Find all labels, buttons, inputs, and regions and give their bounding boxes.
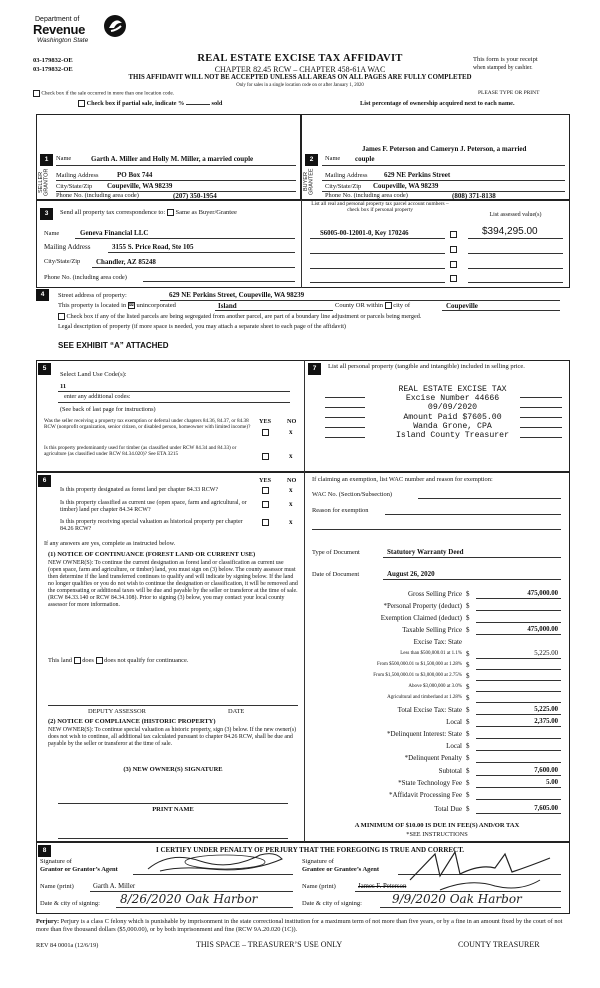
located-line [58, 302, 176, 309]
seller-phone-label: Phone No. (including area code) [56, 192, 139, 199]
dollar-sign: $ [466, 694, 470, 702]
stamp-excise-number: Excise Number 44666 [405, 394, 500, 404]
city-of-checkbox[interactable] [385, 302, 392, 309]
same-as-buyer-label: Same as Buyer/Grantee [175, 209, 237, 216]
doc-date-value: August 26, 2020 [387, 570, 435, 578]
grantor-date-city: 8/26/2020 Oak Harbor [120, 892, 258, 906]
dollar-sign: $ [466, 718, 470, 726]
assessor-date-label: DATE [228, 708, 245, 715]
s6-any-yes: If any answers are yes, complete as instructed below. [44, 540, 176, 547]
seller-mail-label: Mailing Address [56, 172, 99, 179]
s6-question-1: Is this property designated as forest land per chapter 84.33 RCW? [60, 487, 219, 493]
personal-label: *Personal Property (deduct) [383, 602, 462, 610]
seller-name: Garth A. Miller and Holly M. Miller, a married couple [91, 155, 254, 163]
rev-number: REV 84 0001a (12/6/19) [36, 942, 99, 949]
personal-property-label: List all personal property (tangible and intangible) included in selling price. [328, 363, 525, 370]
grantor-date-label: Date & city of signing: [40, 900, 100, 907]
checkbox[interactable] [78, 100, 85, 107]
dollar-sign: $ [466, 626, 470, 634]
penalty-label: *Delinquent Penalty [404, 754, 462, 762]
section-8-number: 8 [38, 845, 51, 857]
receipt-note-1: This form is your receipt [473, 56, 538, 63]
dollar-sign: $ [466, 614, 470, 622]
s5-q1-no-mark[interactable]: x [289, 428, 293, 436]
grantee-date-label: Date & city of signing: [302, 900, 362, 907]
personal-property-checkbox-1[interactable] [450, 231, 457, 238]
s3-name-label: Name [44, 230, 60, 237]
parcel-header: List all real and personal property tax parcel account numbers – check box if personal property [311, 201, 449, 214]
same-as-buyer-checkbox[interactable] [167, 209, 174, 216]
multi-location-label: Check box if the sale occurred in more than one location code. [41, 90, 174, 97]
segregated-check[interactable] [58, 313, 421, 320]
land-qualifies [48, 657, 188, 664]
dollar-sign: $ [466, 650, 470, 658]
does-checkbox[interactable] [74, 657, 81, 664]
dollar-sign: $ [466, 767, 470, 775]
multi-location-check[interactable] [33, 90, 174, 97]
s6-q1-no-mark[interactable]: x [289, 486, 293, 494]
partial-sale-check[interactable] [78, 100, 222, 107]
seller-mail: PO Box 744 [117, 171, 153, 179]
section-3-number: 3 [40, 208, 53, 220]
notice-continuance-body: NEW OWNER(S): To continue the current designation as forest land or classification as current use (open space, farm and agriculture, or timber) land, you must sign on (3) below. The county assessor must then determine if the land transferred continues to qualify and will indicate by signing below. If the land no longer qualifies or you do not wish to continue the designation or classification, it will be removed and the compensating or additional taxes will be due and payable by the seller or transferor at the time of sale. (RCW 84.33.140 or RCW 84.34.108). Prior to signing (3) below, you may contact your local county assessor for more information. [48, 560, 298, 608]
exemption-label: If claiming an exemption, list WAC number and reason for exemption: [312, 476, 493, 483]
exhibit-note: SEE EXHIBIT “A” ATTACHED [58, 341, 169, 350]
stamp-cpa: Wanda Grone, CPA [413, 421, 492, 431]
taxable-value: 475,000.00 [527, 626, 558, 633]
does-not-label: does not qualify for continuance. [104, 657, 189, 664]
doc-number-1: 03-179832-OE [33, 57, 73, 64]
send-correspondence [60, 209, 237, 216]
s5-question-1: Was the seller receiving a property tax exemption or deferral under chapters 84.36, 84.37, or 84.38 RCW (nonprofit organization, senior citizen, or disabled person, homeowner with limited income)? [44, 418, 251, 430]
buyer-name-line2: couple [355, 155, 375, 163]
dollar-sign: $ [466, 805, 470, 813]
grantee-date-city: 9/9/2020 Oak Harbor [392, 892, 522, 906]
s6-question-2: Is this property classified as current use (open space, farm and agricultural, or timber) land per chapter 84.34 RCW? [60, 500, 247, 513]
stamp-date: 09/09/2020 [427, 403, 478, 413]
local-value: 2,375.00 [534, 718, 558, 725]
seller-phone: (207) 350-1954 [173, 192, 217, 200]
s3-city-label: City/State/Zip [44, 258, 81, 265]
does-label: does [82, 657, 94, 664]
form-warning: THIS AFFIDAVIT WILL NOT BE ACCEPTED UNLESS ALL AREAS ON ALL PAGES ARE FULLY COMPLETED [128, 74, 472, 81]
dollar-sign: $ [466, 661, 470, 669]
dollar-sign: $ [466, 706, 470, 714]
county-or-within: County OR within [335, 302, 384, 309]
gross-label: Gross Selling Price [407, 590, 462, 598]
tech-fee-label: *State Technology Fee [398, 779, 462, 787]
city-of-label: city of [393, 302, 411, 309]
street-label: Street address of property: [58, 292, 127, 299]
treasurer-stamp [335, 385, 570, 440]
s3-mail-label: Mailing Address [44, 243, 91, 251]
doc-type-label: Type of Document [312, 549, 360, 556]
s3-mail: 3155 S. Price Road, Ste 105 [112, 243, 194, 251]
s3-name: Geneva Financial LLC [80, 229, 149, 237]
buyer-name-line1: James F. Peterson and Cameryn J. Peterson, a married [362, 145, 527, 153]
unincorporated-checkbox[interactable]: ⊠ [128, 302, 134, 309]
dollar-sign: $ [466, 672, 470, 680]
tier1-label: Less than $500,000.01 at 1.1% [400, 651, 462, 656]
s3-city: Chandler, AZ 85248 [96, 258, 156, 266]
tier2-label: From $500,000.01 to $1,500,000 at 1.28% [377, 662, 462, 667]
parcel-number: S6005-00-12001-0, Key 170246 [320, 230, 409, 237]
tier1-value: 5,225.00 [534, 650, 558, 657]
s3-phone-label: Phone No. (including area code) [44, 274, 127, 281]
s5-no-header: NO [287, 418, 297, 425]
s6-q2-no-mark[interactable]: x [289, 500, 293, 508]
grantee-name-label: Name (print) [302, 883, 336, 890]
list-percentage-note: List percentage of ownership acquired next to each name. [360, 100, 515, 107]
dollar-sign: $ [466, 602, 470, 610]
perjury-note [36, 918, 570, 933]
s5-question-2: Is this property predominantly used for timber (as classified under RCW 84.34 and 84.33) or agriculture (as classified under RCW 84.34.020)? See ETA 3215 [44, 445, 237, 457]
s6-q3-yes-checkbox[interactable] [262, 519, 269, 526]
seller-city: Coupeville, WA 98239 [107, 182, 173, 190]
grantor-signature-label-2: Grantor or Grantor’s Agent [40, 866, 118, 873]
grantor-name: Garth A. Miller [93, 883, 136, 890]
tier4-label: Above $3,000,000 at 3.0% [408, 684, 462, 689]
grantee-signature [400, 846, 560, 894]
buyer-phone-label: Phone No. (including area code) [325, 192, 408, 199]
exempt-label: Exemption Claimed (deduct) [380, 614, 462, 622]
only-for-note: Only for sales in a single location code on or after January 1, 2020 [236, 83, 364, 88]
doc-number-2: 03-179832-OE [33, 66, 73, 73]
notice-compliance-title: (2) NOTICE OF COMPLIANCE (HISTORIC PROPERTY) [48, 718, 216, 725]
perjury-text: Perjury is a class C felony which is punishable by imprisonment in the state correctional institution for a maximum term of not more than five years, or by a fine in an amount fixed by the court of not more than five thousand dollars ($5,000.00), or by both imprisonment and fine (RCW 9A.20.020 (1C)). [36, 918, 563, 933]
s6-question-3: Is this property receiving special valuation as historical property per chapter 84.26 RCW? [60, 519, 243, 532]
segregated-label: Check box if any of the listed parcels are being segregated from another parcel, are part of a boundary line adjustment or parcels being merged. [66, 313, 422, 320]
agency-line1: Department of [35, 16, 80, 23]
buyer-name-label: Name [325, 155, 341, 162]
grantee-signature-label-2: Grantee or Grantee’s Agent [302, 866, 380, 873]
tier5-label: Agricultural and timberland at 1.28% [387, 695, 462, 700]
partial-sale-label: Check box if partial sale, indicate % [86, 100, 185, 107]
dollar-sign: $ [466, 730, 470, 738]
total-state-label: Total Excise Tax: State [397, 706, 462, 714]
this-land-label: This land [48, 657, 72, 664]
section-5-number: 5 [38, 363, 51, 375]
additional-codes-label: enter any additional codes: [64, 393, 131, 400]
delinquent-local-label: Local [446, 742, 462, 750]
taxable-label: Taxable Selling Price [402, 626, 462, 634]
section-4-number: 4 [36, 289, 49, 301]
subtotal-label: Subtotal [438, 767, 462, 775]
grantee-signature-label-1: Signature of [302, 858, 334, 865]
see-back-note: (See back of last page for instructions) [60, 406, 156, 413]
dollar-sign: $ [466, 683, 470, 691]
notice-continuance-title: (1) NOTICE OF CONTINUANCE (FOREST LAND OR CURRENT USE) [48, 551, 256, 558]
seller-name-label: Name [56, 155, 72, 162]
agency-name: Revenue [33, 22, 86, 37]
grantee-name: James F. Peterson [358, 883, 407, 890]
notice-compliance-body: NEW OWNER(S): To continue special valuation as historic property, sign (3) below. If the new owner(s) does not wish to continue, all additional tax calculated pursuant to chapter 84.26 RCW, shall be due and payable by the seller or transferor at the time of sale. [48, 727, 297, 747]
agency-state: Washington State [37, 37, 89, 44]
affidavit-fee-label: *Affidavit Processing Fee [389, 791, 462, 799]
perjury-label: Perjury: [36, 918, 60, 925]
s5-q2-no-mark[interactable]: x [289, 452, 293, 460]
wa-logo-icon [103, 14, 127, 38]
total-due-label: Total Due [434, 805, 462, 813]
total-due-value: 7,605.00 [534, 805, 558, 812]
see-instructions: *SEE INSTRUCTIONS [406, 831, 468, 838]
does-not-checkbox[interactable] [96, 657, 103, 664]
sold-label: sold [211, 100, 223, 107]
assessed-value: $394,295.00 [482, 226, 538, 237]
section-1-number: 1 [40, 154, 53, 166]
s5-q2-yes-checkbox[interactable] [262, 453, 269, 460]
seller-side-label: SELLER GRANTOR [38, 168, 50, 196]
land-use-label: Select Land Use Code(s): [60, 371, 127, 378]
treasurer-use-only: THIS SPACE – TREASURER’S USE ONLY [196, 940, 343, 949]
grantor-name-label: Name (print) [40, 883, 74, 890]
dollar-sign: $ [466, 779, 470, 787]
buyer-mail-label: Mailing Address [325, 172, 368, 179]
form-title: REAL ESTATE EXCISE TAX AFFIDAVIT [197, 53, 403, 64]
county-value: Island [218, 302, 237, 310]
buyer-side-label: BUYER GRANTEE [303, 168, 315, 196]
s5-yes-header: YES [259, 418, 272, 425]
dollar-sign: $ [466, 590, 470, 598]
county-treasurer-label: COUNTY TREASURER [458, 940, 540, 949]
seller-city-label: City/State/Zip [56, 183, 93, 190]
dor-logo [33, 14, 133, 48]
assessed-header: List assessed value(s) [489, 212, 542, 218]
reason-label: Reason for exemption [312, 507, 369, 514]
section-7-number: 7 [308, 363, 321, 375]
wac-label: WAC No. (Section/Subsection) [312, 491, 393, 498]
section-6-number: 6 [38, 475, 51, 487]
form-subtitle: CHAPTER 82.45 RCW – CHAPTER 458-61A WAC [214, 65, 386, 74]
personal-property-checkbox-3[interactable] [450, 261, 457, 268]
buyer-city: Coupeville, WA 98239 [373, 182, 439, 190]
land-use-value: 11 [60, 383, 67, 390]
delinquent-state-label: *Delinquent Interest: State [386, 730, 462, 738]
checkbox[interactable] [33, 90, 40, 97]
print-name-label: PRINT NAME [152, 806, 194, 813]
s5-q1-yes-checkbox[interactable] [262, 429, 269, 436]
new-owner-signature-label: (3) NEW OWNER(S) SIGNATURE [123, 766, 223, 773]
s6-q2-yes-checkbox[interactable] [262, 501, 269, 508]
located-label: This property is located in [58, 302, 127, 309]
total-state-value: 5,225.00 [534, 706, 558, 713]
property-street: 629 NE Perkins Street, Coupeville, WA 98239 [169, 291, 305, 299]
county-label [335, 302, 410, 309]
s6-no-header: NO [287, 477, 297, 484]
checkbox[interactable] [58, 313, 65, 320]
doc-date-label: Date of Document [312, 571, 360, 578]
grantor-signature [140, 849, 290, 877]
stamp-treasurer: Island County Treasurer [395, 430, 509, 440]
receipt-note-2: when stamped by cashier. [473, 65, 533, 71]
subtotal-value: 7,600.00 [534, 767, 558, 774]
deputy-assessor-label: DEPUTY ASSESSOR [88, 708, 146, 715]
dollar-sign: $ [466, 754, 470, 762]
please-type: PLEASE TYPE OR PRINT [478, 90, 540, 96]
section-2-number: 2 [305, 154, 318, 166]
stamp-amount: Amount Paid $7605.00 [403, 412, 502, 422]
s6-yes-header: YES [259, 477, 272, 484]
dollar-sign: $ [466, 742, 470, 750]
unincorporated-label: unincorporated [136, 302, 176, 309]
s6-q1-yes-checkbox[interactable] [262, 487, 269, 494]
city-value: Coupeville [446, 302, 478, 310]
personal-property-checkbox-4[interactable] [450, 275, 457, 282]
gross-value: 475,000.00 [527, 590, 558, 597]
local-label: Local [446, 718, 462, 726]
buyer-city-label: City/State/Zip [325, 183, 362, 190]
s6-q3-no-mark[interactable]: x [289, 518, 293, 526]
tech-fee-value: 5.00 [546, 779, 558, 786]
minimum-note: A MINIMUM OF $10.00 IS DUE IN FEE(S) AND/OR TAX [354, 822, 520, 829]
doc-type-value: Statutory Warranty Deed [387, 548, 464, 556]
buyer-phone: (808) 371-8138 [452, 192, 496, 200]
stamp-line-1: REAL ESTATE EXCISE TAX [398, 385, 507, 394]
send-label: Send all property tax correspondence to: [60, 209, 166, 216]
tier3-label: From $1,500,000.01 to $3,000,000 at 2.75% [373, 673, 462, 678]
grantor-signature-label-1: Signature of [40, 858, 72, 865]
excise-label: Excise Tax: State [413, 638, 462, 646]
buyer-mail: 629 NE Perkins Street [384, 171, 451, 179]
legal-description-label: Legal description of property (if more space is needed, you may attach a separate sheet to each page of the affidavit) [58, 323, 346, 330]
personal-property-checkbox-2[interactable] [450, 246, 457, 253]
certify-statement: I CERTIFY UNDER PENALTY OF PERJURY THAT THE FOREGOING IS TRUE AND CORRECT. [155, 846, 464, 854]
dollar-sign: $ [466, 791, 470, 799]
